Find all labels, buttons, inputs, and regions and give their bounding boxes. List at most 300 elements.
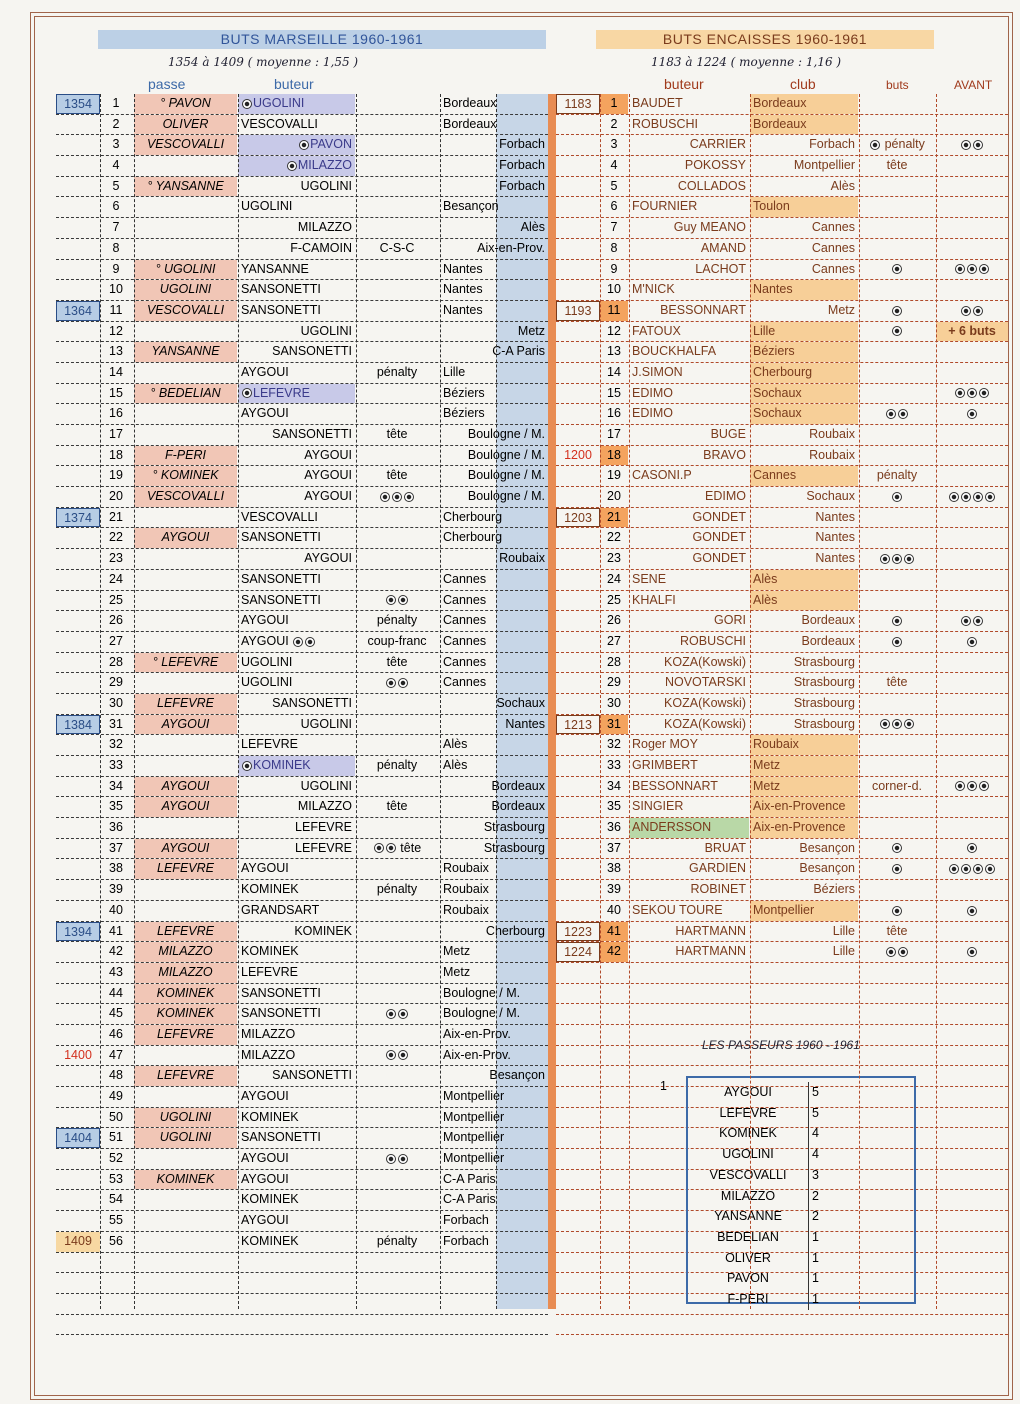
table-row: [556, 673, 1008, 694]
table-row: [56, 632, 548, 653]
goals-before: [936, 135, 1008, 155]
goals-count: [859, 177, 935, 197]
goal-tally: 1224: [556, 942, 600, 962]
ball-icon: [967, 637, 977, 647]
passer: LEFEVRE: [134, 1025, 237, 1045]
passer-name: PAVON: [727, 1271, 769, 1286]
passer: [134, 756, 237, 776]
passer: [134, 1232, 237, 1252]
opponent-club: Alès: [520, 220, 545, 235]
opponent-club: Cannes: [443, 571, 487, 586]
scorer: SANSONETTI: [241, 1006, 321, 1021]
opponent-club: Forbach: [499, 137, 545, 152]
header-avant: AVANT: [954, 78, 993, 92]
goals-count: corner-d.: [871, 778, 923, 793]
goal-number: 39: [109, 882, 123, 897]
note: [356, 922, 438, 942]
club: Metz: [750, 777, 858, 797]
goal-tally: [56, 611, 100, 631]
opponent-club: Montpellier: [443, 1151, 505, 1166]
ball-icon: [398, 595, 408, 605]
opponent-club: Béziers: [443, 385, 485, 400]
opponent-club: Bordeaux: [491, 799, 545, 814]
table-row: [556, 260, 1008, 281]
goal-tally: [56, 1211, 100, 1231]
opponent-club: C-A Paris: [443, 1171, 496, 1186]
opponent-club: Metz: [443, 944, 471, 959]
note: tête: [386, 654, 408, 669]
scorer: UGOLINI: [241, 199, 293, 214]
goal-number: 10: [109, 282, 123, 297]
table-row: [556, 280, 1008, 301]
passer-row: [688, 1144, 914, 1165]
scorer: SANSONETTI: [272, 344, 352, 359]
goals-count: [859, 528, 935, 548]
table-row: [56, 446, 548, 467]
opponent-club: Lille: [443, 364, 466, 379]
scorer: ROBUSCHI: [680, 633, 746, 648]
scorer: FATOUX: [632, 323, 681, 338]
ball-icon: [892, 264, 902, 274]
goal-tally: [56, 694, 100, 714]
goals-before: [936, 922, 1008, 942]
scorer: GONDET: [692, 530, 746, 545]
passer-count: 5: [808, 1103, 842, 1124]
scorer: SINGIER: [632, 799, 684, 814]
opponent-club: C-A Paris: [492, 344, 545, 359]
table-row: [556, 756, 1008, 777]
goal-number: 30: [607, 695, 621, 710]
goal-tally: [556, 653, 600, 673]
ball-icon: [242, 388, 252, 398]
opponent-club: Metz: [517, 323, 545, 338]
goal-number: 5: [112, 178, 120, 193]
scorer: BUGE: [710, 427, 746, 441]
goals-before: [936, 591, 1008, 611]
note: pénalty: [376, 882, 418, 897]
note: tête: [386, 468, 408, 483]
note: tête: [356, 839, 438, 859]
passer-name: LEFEVRE: [719, 1105, 777, 1120]
table-row: [556, 301, 1008, 322]
ball-icon: [979, 781, 989, 791]
opponent-club: Boulogne / M.: [467, 427, 545, 441]
table-row: [56, 611, 548, 632]
scorer: VESCOVALLI: [241, 116, 318, 131]
goal-number: 40: [109, 902, 123, 917]
goals-count: [859, 322, 935, 342]
table-row: [556, 922, 1008, 943]
goal-tally: [56, 839, 100, 859]
table-row: [556, 384, 1008, 405]
table-row: [556, 1315, 1008, 1336]
passer-name: YANSANNE: [714, 1209, 782, 1224]
note: tête: [386, 799, 408, 814]
note: [356, 508, 438, 528]
opponent-club: Metz: [443, 964, 471, 979]
goal-number: 9: [610, 261, 618, 276]
goals-count: [859, 694, 935, 714]
goal-number: 23: [109, 551, 123, 566]
table-row: [56, 715, 548, 736]
table-row: [56, 404, 548, 425]
passer: [134, 818, 237, 838]
goal-tally: [556, 239, 600, 259]
passer-count: 3: [808, 1165, 842, 1186]
ball-icon: [967, 906, 977, 916]
passer: ° KOMINEK: [134, 466, 237, 486]
scorer: AYGOUI: [304, 468, 352, 483]
opponent-club: Montpellier: [443, 1089, 505, 1103]
goals-before: [936, 880, 1008, 900]
goal-tally: 1203: [556, 508, 600, 528]
note: [356, 1066, 438, 1086]
passer-row: [688, 1123, 914, 1144]
goals-count: pénalty: [876, 468, 918, 483]
passer: AYGOUI: [134, 528, 237, 548]
table-row: [56, 487, 548, 508]
table-row: [556, 446, 1008, 467]
goal-tally: [556, 322, 600, 342]
passer: [134, 632, 237, 652]
goal-number: 38: [607, 861, 621, 876]
club: Sochaux: [750, 384, 858, 404]
goals-count: [859, 115, 935, 135]
table-row: [56, 363, 548, 384]
marseille-goals-table: [56, 94, 548, 1335]
scorer: SANSONETTI: [272, 695, 352, 710]
table-row: [556, 94, 1008, 115]
table-row: [56, 653, 548, 674]
passer: MILAZZO: [134, 942, 237, 962]
goals-count: [859, 591, 935, 611]
club: Strasbourg: [793, 675, 855, 690]
scorer: SANSONETTI: [241, 302, 321, 317]
scorer: MILAZZO: [297, 220, 352, 235]
passer-name: BEDELIAN: [717, 1229, 779, 1244]
note: [356, 260, 438, 280]
goal-number: 56: [109, 1233, 123, 1248]
note: [356, 1004, 438, 1024]
passer: [134, 322, 237, 342]
goals-before: + 6 buts: [936, 322, 1008, 342]
scorer: LEFEVRE: [241, 964, 298, 979]
scorer: AYGOUI: [241, 406, 289, 421]
passer-row: [688, 1103, 914, 1124]
goals-before: [936, 115, 1008, 135]
goal-tally: [556, 818, 600, 838]
goals-before: [936, 818, 1008, 838]
passer: [134, 1087, 237, 1107]
club: Cannes: [811, 261, 855, 276]
passer: [134, 156, 237, 176]
goal-tally: [556, 487, 600, 507]
goal-number: 41: [109, 923, 123, 938]
ball-icon: [973, 140, 983, 150]
opponent-club: Forbach: [499, 158, 545, 173]
ball-icon: [949, 492, 959, 502]
ball-icon: [904, 719, 914, 729]
goal-number: 5: [610, 178, 618, 193]
goal-number: 42: [600, 942, 628, 962]
club: Strasbourg: [793, 695, 855, 710]
goals-before: [936, 218, 1008, 238]
passer: AYGOUI: [134, 715, 237, 735]
ball-icon: [973, 492, 983, 502]
goal-number: 4: [112, 158, 120, 173]
note: C-S-C: [379, 240, 415, 255]
goal-number: 24: [607, 571, 621, 586]
scorer: SANSONETTI: [241, 571, 321, 586]
ball-icon: [967, 409, 977, 419]
goals-before: [936, 756, 1008, 776]
scorer: LEFEVRE: [295, 820, 352, 835]
note: [356, 942, 438, 962]
ball-icon: [961, 492, 971, 502]
goals-before: [936, 839, 1008, 859]
ball-icon: [892, 306, 902, 316]
goal-number: 51: [109, 1130, 123, 1145]
ball-icon: [898, 409, 908, 419]
table-row: [56, 1108, 548, 1129]
ball-icon: [973, 864, 983, 874]
scorer: SANSONETTI: [241, 530, 321, 545]
note: [356, 1211, 438, 1231]
scorer: SENE: [632, 571, 667, 586]
opponent-club: Roubaix: [443, 882, 489, 897]
goal-tally: [56, 528, 100, 548]
table-row: [56, 384, 548, 405]
table-row: [56, 984, 548, 1005]
goal-tally: [56, 280, 100, 300]
goal-tally: [556, 777, 600, 797]
note: pénalty: [376, 613, 418, 628]
note: [356, 487, 438, 507]
table-row: [556, 363, 1008, 384]
passer-row: [688, 1206, 914, 1227]
scorer: AYGOUI: [241, 861, 289, 876]
goal-tally: [556, 466, 600, 486]
ball-icon: [380, 492, 390, 502]
note: [356, 115, 438, 135]
passer: [134, 1211, 237, 1231]
note: [356, 218, 438, 238]
table-row: [556, 218, 1008, 239]
goal-tally: [56, 1149, 100, 1169]
ball-icon: [880, 719, 890, 729]
goals-before: [936, 425, 1008, 445]
ball-icon: [392, 492, 402, 502]
goal-number: 32: [109, 737, 123, 752]
scorer: AMAND: [700, 240, 746, 255]
table-row: [56, 94, 548, 115]
goal-number: 54: [109, 1192, 123, 1207]
scorer: SANSONETTI: [241, 1130, 321, 1145]
scorer: GONDET: [692, 509, 746, 524]
goal-number: 50: [109, 1109, 123, 1124]
ball-icon: [892, 637, 902, 647]
ball-icon: [892, 616, 902, 626]
opponent-club: Bordeaux: [443, 116, 497, 131]
goal-number: 1: [600, 94, 628, 114]
table-row: [56, 756, 548, 777]
scorer: AYGOUI: [241, 364, 289, 379]
passeurs-table: [686, 1076, 916, 1304]
ball-icon: [967, 264, 977, 274]
goal-number: 36: [607, 820, 621, 835]
table-row: [56, 1128, 548, 1149]
goal-number: 13: [109, 344, 123, 359]
passer: ° UGOLINI: [134, 260, 237, 280]
goals-before: [936, 942, 1008, 962]
scorer: SEKOU TOURE: [632, 902, 723, 917]
opponent-club: Nantes: [443, 261, 483, 276]
club: Nantes: [815, 509, 855, 524]
table-row: [56, 1232, 548, 1253]
passer: KOMINEK: [134, 1004, 237, 1024]
opponent-club: Nantes: [505, 716, 545, 731]
column-divider: [238, 94, 239, 1309]
passer-name: AYGOUI: [724, 1085, 772, 1099]
ball-icon: [985, 492, 995, 502]
left-title: BUTS MARSEILLE 1960-1961: [98, 30, 546, 49]
goal-tally: 1404: [56, 1128, 100, 1148]
note: [356, 549, 438, 569]
table-row: [556, 942, 1008, 963]
scorer: CASONI.P: [632, 468, 692, 483]
scorer: KOMINEK: [241, 882, 299, 897]
goal-tally: [56, 218, 100, 238]
ball-icon: [870, 140, 880, 150]
goal-tally: [56, 466, 100, 486]
goal-number: 3: [112, 137, 120, 152]
table-row: [556, 425, 1008, 446]
note: [356, 528, 438, 548]
scorer: NOVOTARSKI: [664, 675, 746, 690]
goals-before: [936, 694, 1008, 714]
passer: [134, 570, 237, 590]
passer: [134, 1046, 237, 1066]
goal-number: 14: [607, 364, 621, 379]
scorer: EDIMO: [632, 385, 673, 400]
opponent-club: Boulogne / M.: [467, 468, 545, 483]
goal-number: 22: [109, 530, 123, 545]
opponent-club: Bordeaux: [443, 96, 497, 110]
goal-tally: [556, 673, 600, 693]
table-row: [56, 1046, 548, 1067]
table-row: [56, 239, 548, 260]
goal-tally: [56, 1025, 100, 1045]
goal-tally: 1400: [64, 1047, 92, 1062]
goal-tally: [556, 384, 600, 404]
goals-count: [859, 735, 935, 755]
table-row: [556, 901, 1008, 922]
table-row: [556, 570, 1008, 591]
goal-number: 21: [600, 508, 628, 528]
passer-count: 1: [808, 1248, 842, 1269]
goals-count: [859, 653, 935, 673]
scorer: AYGOUI: [304, 447, 352, 462]
header-club: club: [790, 76, 816, 92]
stats-sheet: [56, 30, 1008, 1370]
table-row: [556, 984, 1008, 1005]
goal-tally: [56, 446, 100, 466]
ball-icon: [949, 864, 959, 874]
scorer: CARRIER: [689, 137, 746, 152]
note: pénalty: [376, 1233, 418, 1248]
passeurs-title: LES PASSEURS 1960 - 1961: [702, 1038, 860, 1052]
goals-count: pénalty: [859, 135, 935, 155]
goal-number: 8: [610, 240, 618, 255]
goal-number: 42: [109, 944, 123, 959]
ball-icon: [398, 1050, 408, 1060]
scorer: AYGOUI: [241, 1171, 289, 1186]
goal-tally: [56, 1087, 100, 1107]
table-row: [556, 963, 1008, 984]
table-row: [556, 135, 1008, 156]
opponent-club: Bordeaux: [491, 778, 545, 793]
goal-number: 21: [109, 509, 123, 524]
note: [356, 280, 438, 300]
goals-count: [859, 239, 935, 259]
goals-count: [859, 901, 935, 921]
passer: MILAZZO: [134, 963, 237, 983]
opponent-club: Alès: [443, 737, 468, 752]
header-buteur: buteur: [274, 76, 314, 92]
scorer: MILAZZO: [238, 156, 355, 176]
goal-tally: [556, 135, 600, 155]
goals-before: [936, 735, 1008, 755]
goal-tally: 1354: [56, 94, 100, 114]
goal-tally: [56, 322, 100, 342]
goal-tally: [56, 735, 100, 755]
goal-number: 27: [607, 633, 621, 648]
goal-tally: [556, 797, 600, 817]
goal-number: 23: [607, 551, 621, 566]
ball-icon: [374, 843, 384, 853]
scorer: GARDIEN: [689, 861, 746, 876]
goal-number: 26: [109, 613, 123, 628]
note: [356, 177, 438, 197]
club: Aix-en-Provence: [750, 818, 858, 838]
ball-icon: [973, 616, 983, 626]
goal-tally: [56, 487, 100, 507]
goals-count: [859, 404, 935, 424]
scorer: SANSONETTI: [241, 282, 321, 297]
ball-icon: [287, 161, 297, 171]
club: Sochaux: [750, 404, 858, 424]
ball-icon: [242, 99, 252, 109]
goal-tally: [56, 549, 100, 569]
ball-icon: [299, 140, 309, 150]
scorer: ANDERSSON: [629, 818, 749, 838]
note: [356, 963, 438, 983]
table-row: [56, 528, 548, 549]
club: Cannes: [750, 466, 858, 486]
ball-icon: [898, 947, 908, 957]
passer: VESCOVALLI: [134, 487, 237, 507]
goals-before: [936, 404, 1008, 424]
table-row: [56, 963, 548, 984]
column-divider: [356, 94, 357, 1309]
note: [356, 135, 438, 155]
goal-tally: [556, 859, 600, 879]
goal-tally: [56, 425, 100, 445]
goal-tally: [556, 570, 600, 590]
passer-count: 2: [808, 1206, 842, 1227]
table-row: [56, 859, 548, 880]
goal-number: 48: [109, 1068, 123, 1083]
